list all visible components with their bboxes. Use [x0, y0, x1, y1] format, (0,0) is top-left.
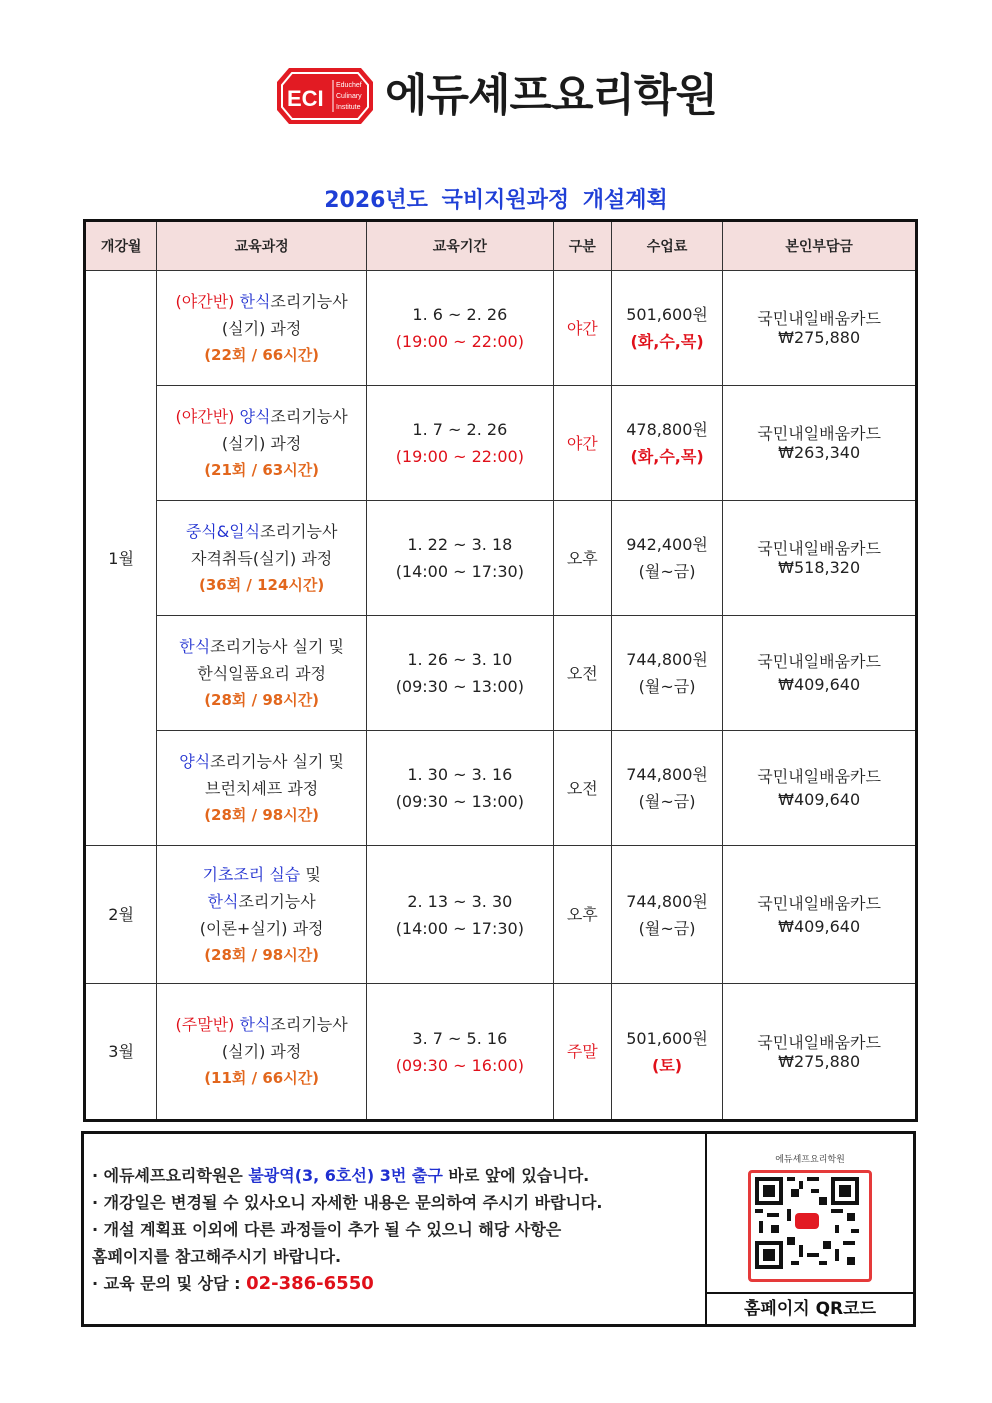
course-line2: 자격취득(실기) 과정: [191, 548, 333, 568]
month-cell: 2월: [85, 846, 157, 984]
course-name: 조리기능사 실기 및: [210, 636, 344, 656]
notice-box: [81, 1131, 916, 1327]
course-line2: (실기) 과정: [221, 318, 302, 338]
notice-location-station: 불광역(3, 6호선) 3번 출구: [248, 1166, 443, 1185]
table-row: [85, 846, 917, 984]
copay-card: 국민내일배움카드: [757, 539, 881, 558]
course-hours: (36회 / 124시간): [198, 575, 325, 594]
fee-amount: 501,600원: [626, 1028, 708, 1048]
notice-location-c: 바로 앞에 있습니다.: [442, 1166, 590, 1185]
period-cell: [367, 984, 554, 1121]
fee-days: (화,수,목): [630, 332, 704, 351]
course-name: 조리기능사: [260, 521, 338, 541]
logo-tagline-3: Institute: [336, 104, 361, 111]
eci-logo-icon: [275, 66, 375, 126]
course-cell: [157, 984, 367, 1121]
period-cell: [367, 271, 554, 386]
copay-amount: ₩409,640: [778, 916, 861, 936]
fee-cell: [611, 846, 722, 984]
course-kind: 양식: [239, 406, 271, 426]
month-cell: 1월: [85, 271, 157, 846]
period-time: (19:00 ~ 22:00): [395, 447, 524, 466]
copay-amount: ₩409,640: [778, 790, 861, 809]
copay-amount: ₩275,880: [778, 1051, 861, 1071]
fee-cell: [611, 386, 722, 501]
period-dates: 1. 30 ~ 3. 16: [407, 765, 513, 784]
course-kind: 중식&일식: [185, 521, 261, 541]
notice-location-a: · 에듀셰프요리학원은: [92, 1166, 249, 1185]
course-cell: [157, 501, 367, 616]
course-kind: 한식: [207, 891, 239, 911]
fee-amount: 478,800원: [626, 420, 708, 439]
copay-cell: [723, 984, 917, 1121]
course-kind: 한식: [239, 291, 271, 311]
course-tag: (야간반): [175, 406, 235, 426]
fee-days: (월~금): [638, 918, 696, 938]
course-line2: (실기) 과정: [221, 1042, 302, 1061]
copay-card: 국민내일배움카드: [757, 652, 881, 671]
notice-date-change: · 개강일은 변경될 수 있사오니 자세한 내용은 문의하여 주시기 바랍니다.: [92, 1193, 603, 1212]
qr-section: [707, 1134, 913, 1324]
fee-amount: 744,800원: [626, 891, 708, 911]
period-dates: 1. 22 ~ 3. 18: [407, 535, 513, 554]
period-cell: [367, 731, 554, 846]
logo-tagline-2: Culinary: [336, 93, 362, 100]
copay-cell: [723, 386, 917, 501]
copay-cell: [723, 616, 917, 731]
type-cell: 오후: [553, 501, 611, 616]
table-row: [85, 731, 917, 846]
col-header-month: 개강월: [85, 221, 157, 271]
qr-label: 홈페이지 QR코드: [707, 1292, 913, 1324]
period-dates: 1. 26 ~ 3. 10: [407, 650, 513, 669]
course-line2: 브런치셰프 과정: [204, 778, 319, 798]
contact-phone: 02-386-6550: [246, 1273, 374, 1294]
course-line2: (이론+실기) 과정: [199, 918, 324, 938]
course-cell: [157, 731, 367, 846]
col-header-type: 구분: [553, 221, 611, 271]
course-kind: 양식: [179, 751, 211, 771]
type-cell: 오후: [553, 846, 611, 984]
table-row: [85, 616, 917, 731]
notice-extra-courses: · 개설 계획표 이외에 다른 과정들이 추가 될 수 있으니 해당 사항은: [92, 1220, 562, 1239]
period-cell: [367, 386, 554, 501]
period-cell: [367, 501, 554, 616]
fee-days: (토): [652, 1055, 683, 1075]
type-cell: 오전: [553, 616, 611, 731]
month-cell: 3월: [85, 984, 157, 1121]
table-row: [85, 501, 917, 616]
notice-location: [92, 1162, 705, 1189]
copay-amount: ₩275,880: [778, 328, 861, 347]
fee-amount: 744,800원: [626, 765, 708, 784]
fee-days: (월~금): [638, 677, 696, 696]
course-line0-b: 및: [300, 864, 321, 884]
copay-cell: [723, 731, 917, 846]
table-row: [85, 271, 917, 386]
copay-cell: [723, 501, 917, 616]
copay-card: 국민내일배움카드: [757, 309, 881, 328]
fee-cell: [611, 731, 722, 846]
course-hours: (22회 / 66시간): [204, 345, 320, 364]
col-header-copay: 본인부담금: [723, 221, 917, 271]
col-header-fee: 수업료: [611, 221, 722, 271]
notice-homepage: 홈페이지를 참고해주시기 바랍니다.: [92, 1247, 342, 1266]
copay-cell: [723, 271, 917, 386]
course-tag: (주말반): [175, 1015, 235, 1034]
col-header-course: 교육과정: [157, 221, 367, 271]
type-cell: 주말: [553, 984, 611, 1121]
fee-days: (월~금): [638, 792, 696, 811]
copay-amount: ₩263,340: [778, 443, 861, 462]
logo-tagline-1: Educhef: [336, 82, 362, 89]
period-time: (14:00 ~ 17:30): [395, 562, 524, 581]
notice-contact-label: · 교육 문의 및 상담 :: [92, 1274, 247, 1293]
course-name: 조리기능사: [270, 291, 348, 311]
copay-cell: [723, 846, 917, 984]
notice-contact: [92, 1270, 705, 1297]
logo: [275, 62, 745, 134]
course-line2: 한식일품요리 과정: [197, 663, 326, 683]
fee-days: (화,수,목): [630, 447, 704, 466]
fee-cell: [611, 271, 722, 386]
copay-amount: ₩518,320: [778, 558, 861, 577]
copay-card: 국민내일배움카드: [757, 1032, 881, 1052]
notice-text-area: [84, 1134, 707, 1324]
course-hours: (11회 / 66시간): [204, 1069, 320, 1087]
course-name: 조리기능사: [238, 891, 316, 911]
homepage-qr-code-icon[interactable]: [748, 1170, 872, 1282]
course-hours: (28회 / 98시간): [204, 945, 320, 964]
fee-amount: 501,600원: [626, 305, 708, 324]
period-cell: [367, 846, 554, 984]
academy-name: 에듀셰프요리학원: [385, 70, 718, 121]
period-dates: 3. 7 ~ 5. 16: [412, 1028, 508, 1048]
fee-amount: 744,800원: [626, 650, 708, 669]
copay-card: 국민내일배움카드: [757, 893, 881, 913]
course-kind: 한식: [239, 1015, 271, 1034]
table-header-row: [85, 221, 917, 271]
logo-badge-text: ECI: [287, 86, 324, 111]
fee-cell: [611, 616, 722, 731]
table-row: [85, 386, 917, 501]
period-time: (09:30 ~ 16:00): [395, 1055, 524, 1075]
copay-card: 국민내일배움카드: [757, 424, 881, 443]
qr-caption: 에듀셰프요리학원: [775, 1155, 845, 1165]
course-cell: [157, 616, 367, 731]
course-hours: (28회 / 98시간): [204, 805, 320, 824]
type-cell: 야간: [553, 271, 611, 386]
period-cell: [367, 616, 554, 731]
qr-pattern: [751, 1173, 863, 1273]
course-hours: (28회 / 98시간): [204, 690, 320, 709]
course-name: 조리기능사 실기 및: [210, 751, 344, 771]
type-cell: 오전: [553, 731, 611, 846]
course-line2: (실기) 과정: [221, 433, 302, 453]
fee-cell: [611, 984, 722, 1121]
fee-cell: [611, 501, 722, 616]
course-line0-a: 기초조리 실습: [202, 864, 301, 884]
period-time: (19:00 ~ 22:00): [395, 332, 524, 351]
period-dates: 2. 13 ~ 3. 30: [407, 891, 513, 911]
type-cell: 야간: [553, 386, 611, 501]
course-kind: 한식: [179, 636, 211, 656]
course-schedule-table: [83, 219, 918, 1122]
copay-card: 국민내일배움카드: [757, 767, 881, 786]
course-cell: [157, 271, 367, 386]
period-time: (09:30 ~ 13:00): [395, 677, 524, 696]
period-dates: 1. 6 ~ 2. 26: [412, 305, 508, 324]
course-cell: [157, 386, 367, 501]
course-name: 조리기능사: [270, 1015, 348, 1034]
table-row: [85, 984, 917, 1121]
course-cell: [157, 846, 367, 984]
course-tag: (야간반): [175, 291, 235, 311]
period-dates: 1. 7 ~ 2. 26: [412, 420, 508, 439]
period-time: (09:30 ~ 13:00): [395, 792, 524, 811]
fee-amount: 942,400원: [626, 535, 708, 554]
period-time: (14:00 ~ 17:30): [395, 918, 524, 938]
col-header-period: 교육기간: [367, 221, 554, 271]
copay-amount: ₩409,640: [778, 675, 861, 694]
page-title: 2026년도 국비지원과정 개설계획: [324, 188, 668, 213]
course-name: 조리기능사: [270, 406, 348, 426]
course-hours: (21회 / 63시간): [204, 460, 320, 479]
fee-days: (월~금): [638, 562, 696, 581]
